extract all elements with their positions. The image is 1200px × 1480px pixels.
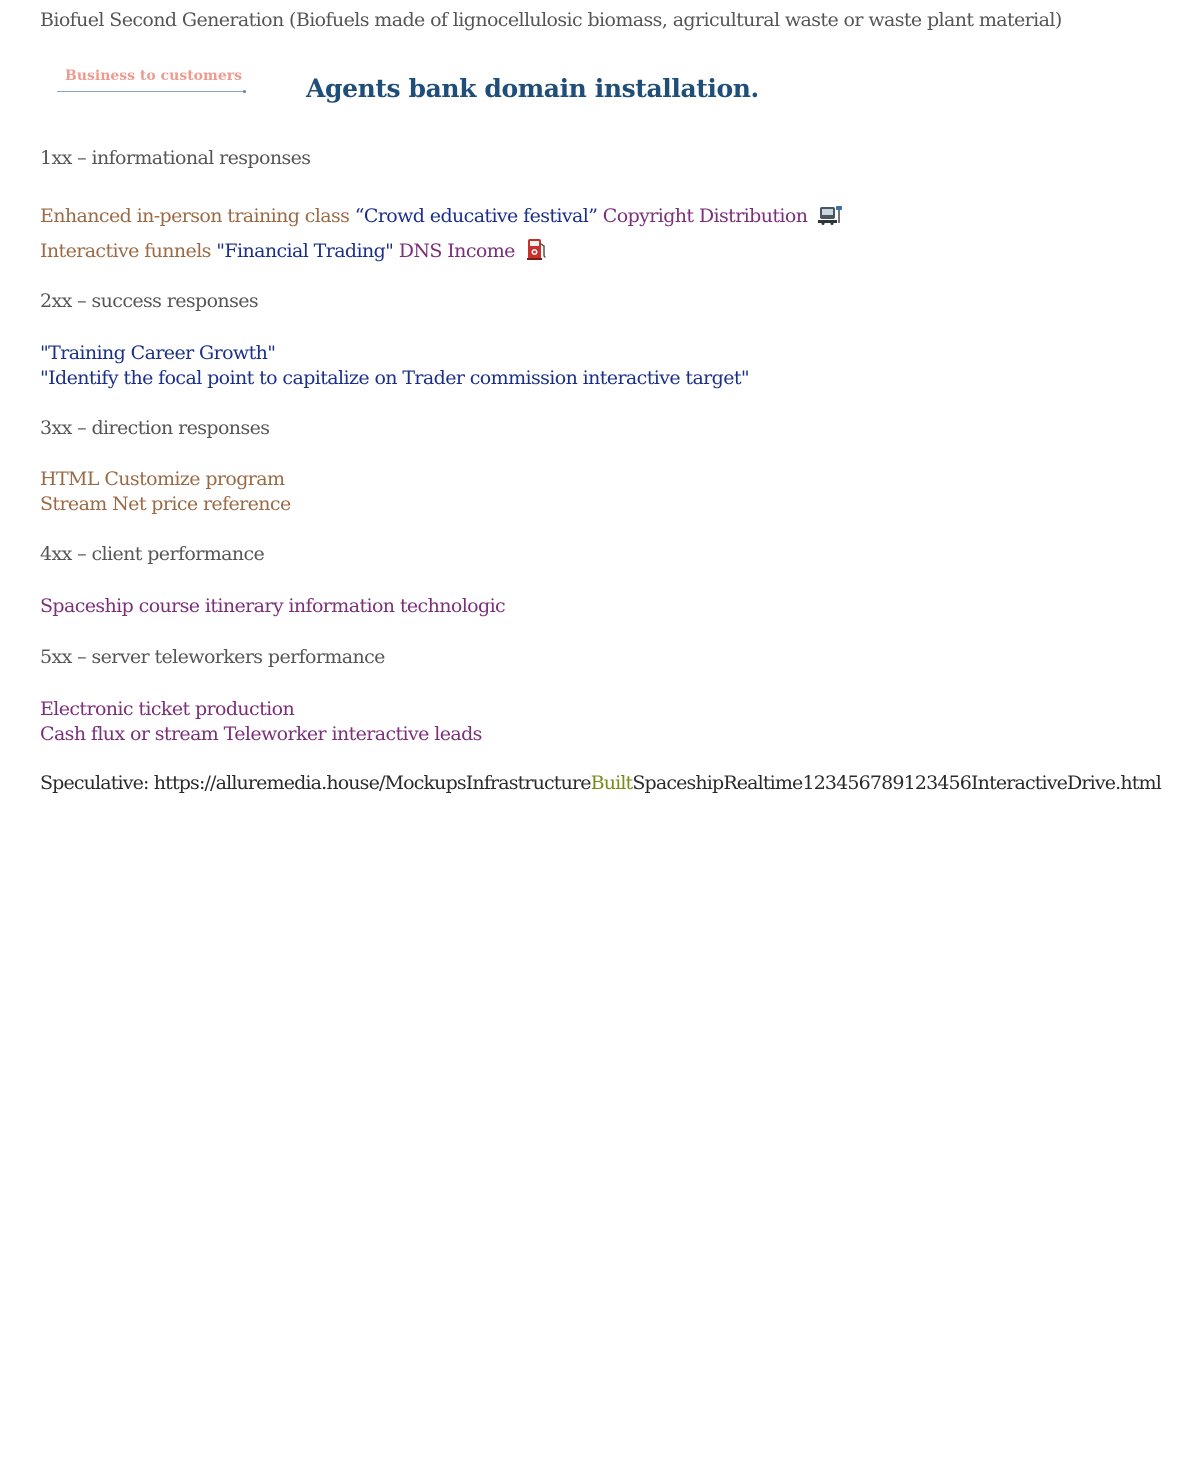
copyright-distribution-text: Copyright Distribution <box>602 205 808 227</box>
section-1xx-header: 1xx – informational responses <box>40 147 311 169</box>
spaceship-course-text: Spaceship course itinerary information technologic <box>40 595 506 617</box>
electronic-ticket-text: Electronic ticket production <box>40 698 295 720</box>
financial-trading-text: "Financial Trading" <box>216 240 394 262</box>
interactive-funnels-text: Interactive funnels <box>40 240 211 262</box>
section-3xx-header: 3xx – direction responses <box>40 417 270 439</box>
fuel-pump-icon <box>524 237 548 267</box>
speculative-url <box>40 771 1161 795</box>
speculative-url-prefix: Speculative: https://alluremedia.house/MockupsInfrastructure <box>40 772 591 794</box>
train-station-icon <box>817 204 843 232</box>
focal-point-text: "Identify the focal point to capitalize on Trader commission interactive target" <box>40 367 750 389</box>
crowd-festival-text: “Crowd educative festival” <box>354 205 598 227</box>
underline-end-dot <box>243 90 246 93</box>
html-customize-program-text: HTML Customize program <box>40 468 285 490</box>
speculative-url-suffix: SpaceshipRealtime123456789123456InteractiveDrive.html <box>632 772 1161 794</box>
section-1xx-row-2 <box>40 237 548 267</box>
section-2xx-header: 2xx – success responses <box>40 290 259 312</box>
speculative-url-highlight: Built <box>590 772 633 794</box>
business-to-customers-link[interactable] <box>57 66 245 92</box>
training-career-growth-text: "Training Career Growth" <box>40 342 276 364</box>
stream-net-price-text: Stream Net price reference <box>40 493 291 515</box>
dns-income-text: DNS Income <box>398 240 515 262</box>
section-5xx-header: 5xx – server teleworkers performance <box>40 646 385 668</box>
section-1xx-row-1 <box>40 204 843 232</box>
section-4xx-header: 4xx – client performance <box>40 543 265 565</box>
training-class-text: Enhanced in-person training class <box>40 205 350 227</box>
page-title: Biofuel Second Generation (Biofuels made of lignocellulosic biomass, agricultural waste or waste plant material) <box>40 9 1062 31</box>
business-to-customers-label: Business to customers <box>65 68 242 84</box>
main-heading: Agents bank domain installation. <box>306 74 759 103</box>
cash-flux-text: Cash flux or stream Teleworker interactive leads <box>40 723 482 745</box>
